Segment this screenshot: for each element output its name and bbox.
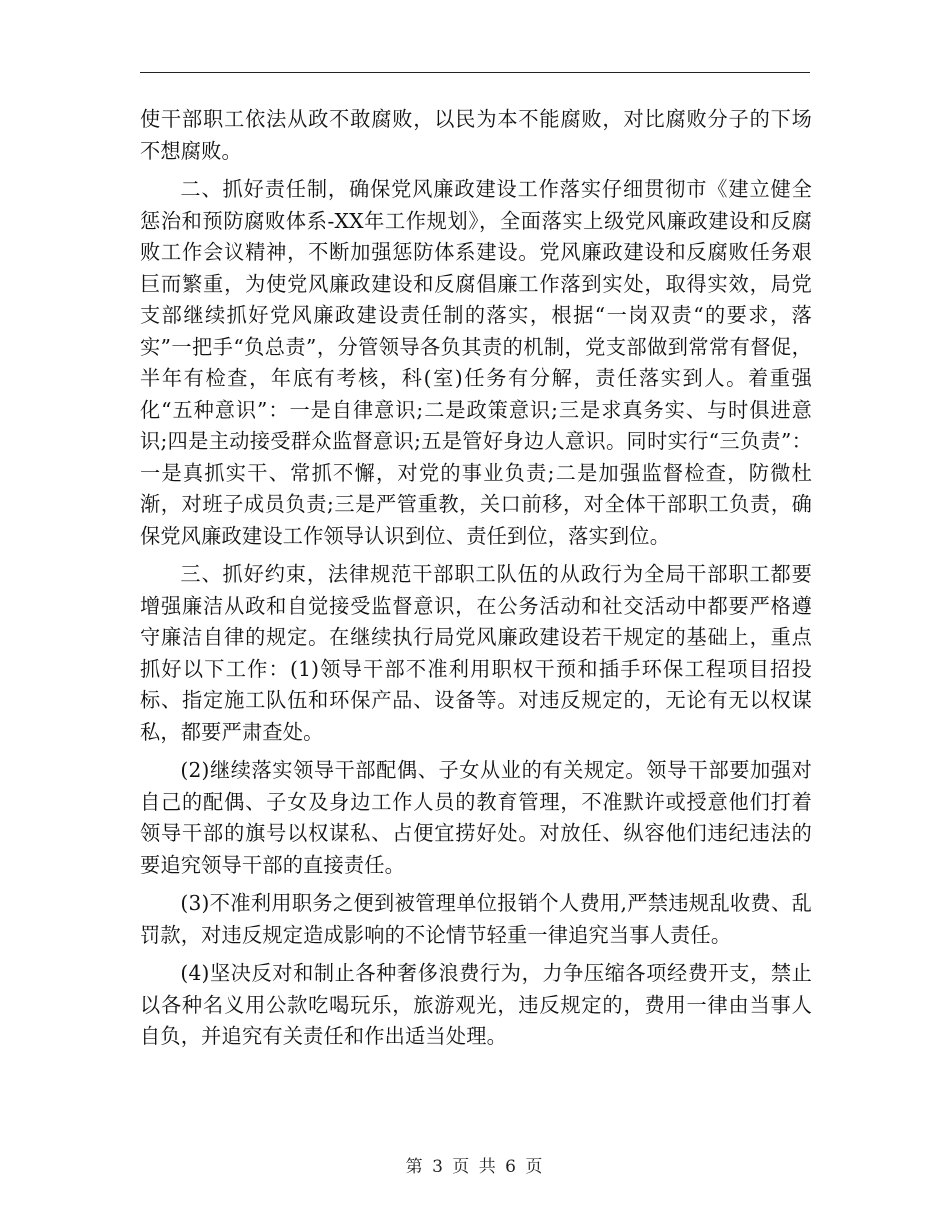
page-number-footer: 第 3 页 共 6 页 [405, 1157, 545, 1177]
paragraph-section-two: 二、抓好责任制，确保党风廉政建设工作落实仔细贯彻市《建立健全惩治和预防腐败体系-XX年工作规划》，全面落实上级党风廉政建设和反腐败工作会议精神，不断加强惩防体系建设。党风廉政建设和反腐败任务艰巨而繁重，为使党风廉政建设和反腐倡廉工作落到实处，取得实效，局党支部继续抓好党风廉政建设责任制的落实，根据“一岗双责“的要求，落实”一把手“负总责”，分管领导各负其责的机制，党支部做到常常有督促，半年有检查，年底有考核，科(室)任务有分解，责任落实到人。着重强化“五种意识”：一是自律意识;二是政策意识;三是求真务实、与时俱进意识;四是主动接受群众监督意识;五是管好身边人意识。同时实行“三负责”：一是真抓实干、常抓不懈，对党的事业负责;二是加强监督检查，防微杜渐，对班子成员负责;三是严管重教，关口前移，对全体干部职工负责，确保党风廉政建设工作领导认识到位、责任到位，落实到位。 [140, 177, 812, 548]
paragraph-item-3: (3)不准利用职务之便到被管理单位报销个人费用,严禁违规乱收费、乱罚款，对违反规定造成影响的不论情节轻重一律追究当事人责任。 [140, 891, 812, 947]
paragraph-continuation: 使干部职工依法从政不敢腐败，以民为本不能腐败，对比腐败分子的下场不想腐败。 [140, 107, 812, 163]
header-rule [140, 72, 810, 73]
paragraph-section-three: 三、抓好约束，法律规范干部职工队伍的从政行为全局干部职工都要增强廉洁从政和自觉接受监督意识，在公务活动和社交活动中都要严格遵守廉洁自律的规定。在继续执行局党风廉政建设若干规定的基础上，重点抓好以下工作：(1)领导干部不准利用职权干预和插手环保工程项目招投标、指定施工队伍和环保产品、设备等。对违反规定的，无论有无以权谋私，都要严肃查处。 [140, 562, 812, 744]
document-body [140, 104, 812, 1053]
paragraph-item-2: (2)继续落实领导干部配偶、子女从业的有关规定。领导干部要加强对自己的配偶、子女及身边工作人员的教育管理，不准默许或授意他们打着领导干部的旗号以权谋私、占便宜捞好处。对放任、纵容他们违纪违法的要追究领导干部的直接责任。 [140, 758, 812, 877]
paragraph-item-4: (4)坚决反对和制止各种奢侈浪费行为，力争压缩各项经费开支，禁止以各种名义用公款吃喝玩乐，旅游观光，违反规定的，费用一律由当事人自负，并追究有关责任和作出适当处理。 [140, 961, 812, 1048]
